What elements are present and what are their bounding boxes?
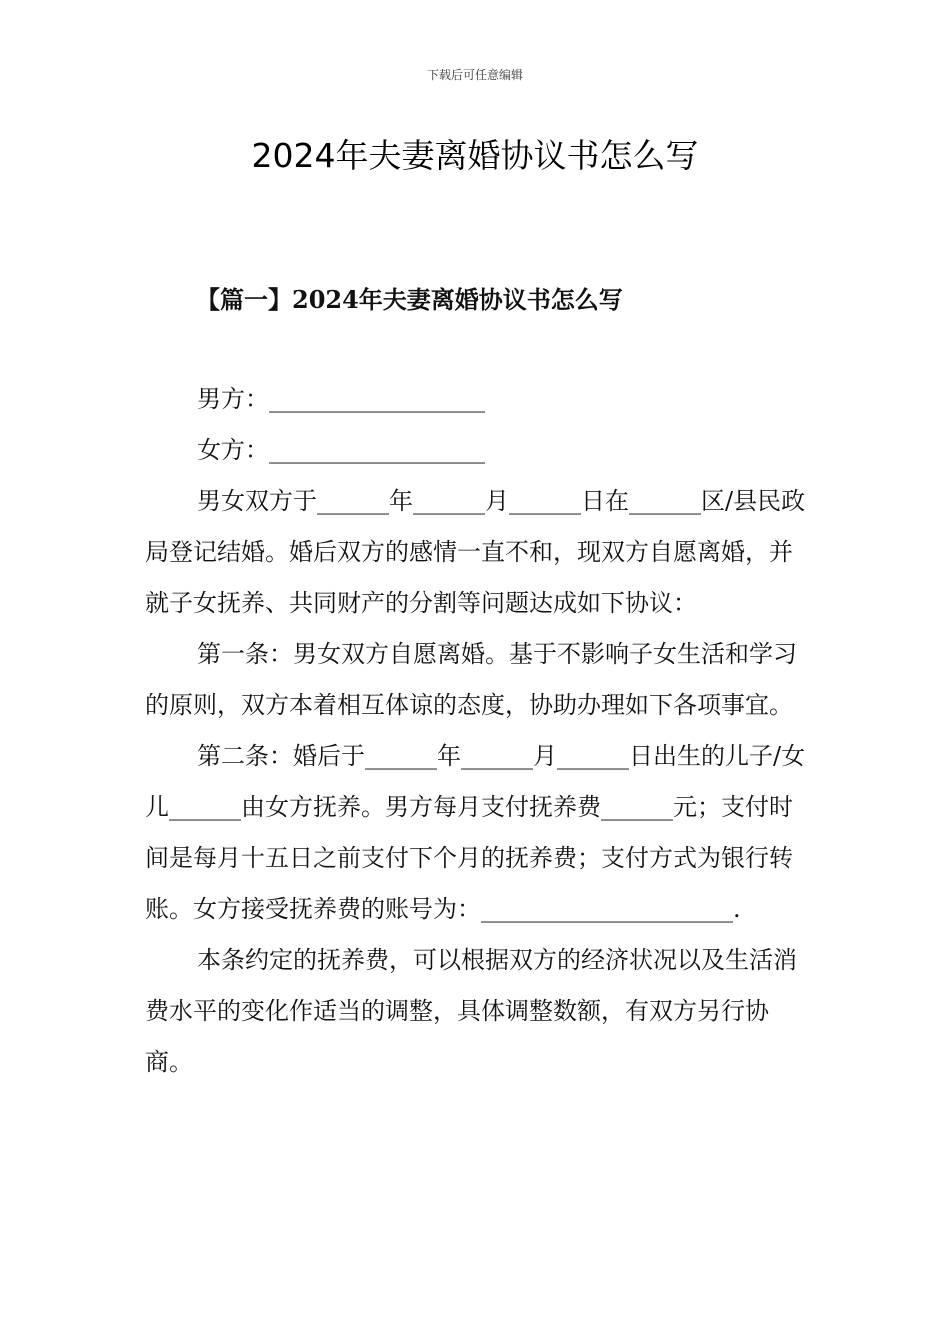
header-note: 下载后可任意编辑: [426, 68, 523, 82]
paragraph-female-party: 女方：__________________: [197, 436, 485, 464]
document-title: 2024年夫妻离婚协议书怎么写: [251, 136, 699, 175]
paragraph-marriage-registration: 男女双方于______年______月______日在______区/县民政局登记结婚。婚后双方的感情一直不和，现双方自愿离婚，并就子女抚养、共同财产的分割等问题达成如下协议：: [145, 487, 806, 617]
paragraph-male-party: 男方：__________________: [197, 385, 485, 413]
section-heading: 【篇一】2024年夫妻离婚协议书怎么写: [196, 285, 623, 314]
paragraph-article-two: 第二条：婚后于______年______月______日出生的儿子/女儿______由女方抚养。男方每月支付抚养费______元；支付时间是每月十五日之前支付下个月的抚养费；支付方式为银行转账。女方接受抚养费的账号为：_____________________.: [145, 742, 806, 923]
document-body: [145, 374, 807, 1088]
paragraph-support-adjustment: 本条约定的抚养费，可以根据双方的经济状况以及生活消费水平的变化作适当的调整，具体调整数额，有双方另行协商。: [145, 946, 797, 1076]
paragraph-article-one: 第一条：男女双方自愿离婚。基于不影响子女生活和学习的原则，双方本着相互体谅的态度，协助办理如下各项事宜。: [145, 640, 797, 719]
